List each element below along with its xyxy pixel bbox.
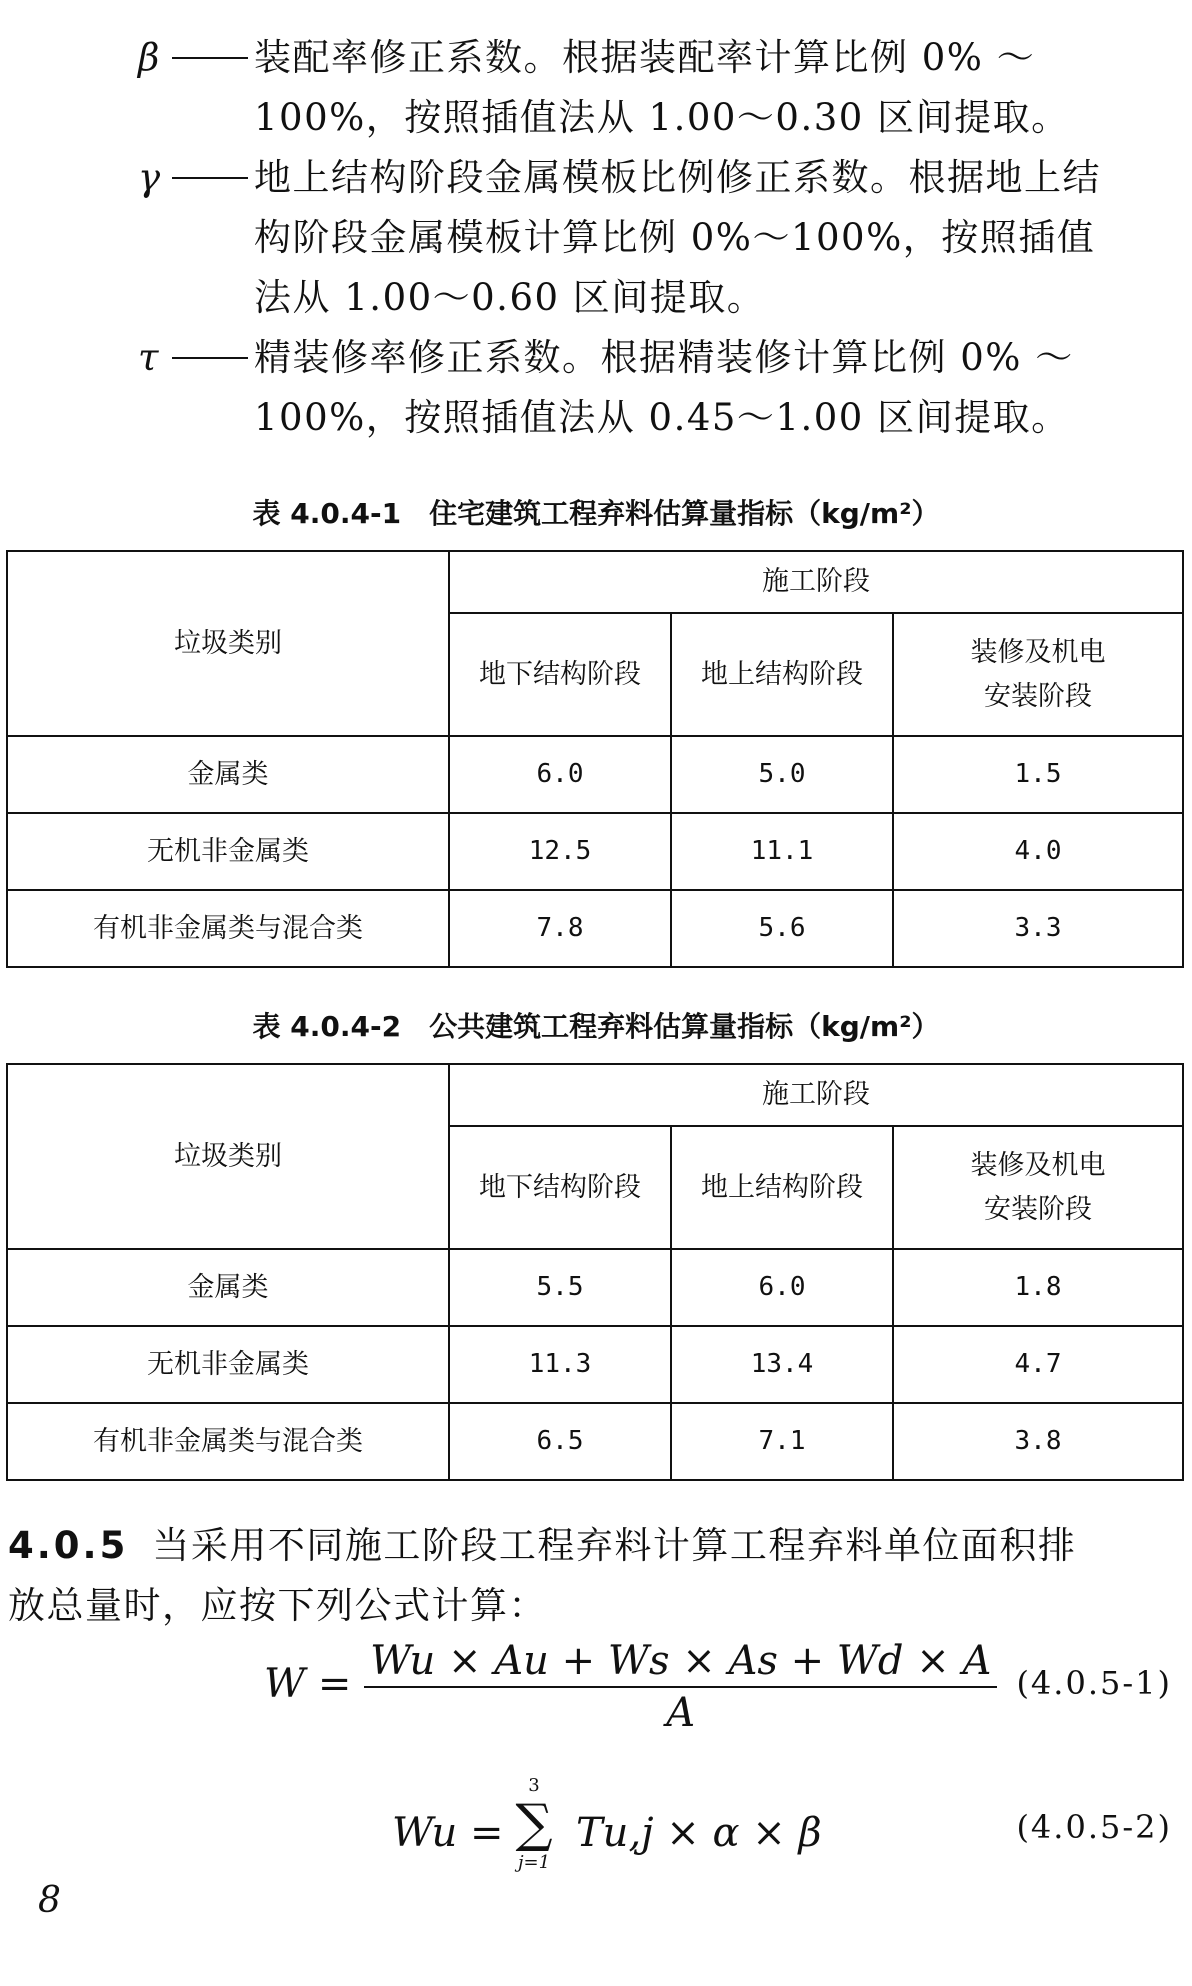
definition-beta-cont [0,88,1192,148]
header-finishing-line2: 安装阶段 [984,1193,1093,1225]
definition-symbol: γ [138,156,161,199]
row-label: 有机非金属类与混合类 [7,1403,449,1480]
page-number: 8 [38,1880,61,1921]
definition-gamma-cont2 [0,268,1192,328]
cell-value: 13.4 [671,1326,893,1403]
cell-value: 6.0 [671,1249,893,1326]
cell-value: 7.8 [449,890,671,967]
definition-symbol: τ [138,336,159,379]
formula-fraction [364,1638,997,1736]
summation-sign [504,1776,564,1874]
definition-gamma [0,148,1192,208]
cell-value: 5.5 [449,1249,671,1326]
header-finishing-line1: 装修及机电 [970,637,1106,669]
definition-gamma-cont [0,208,1192,268]
table-row [7,813,1183,890]
cell-value: 4.7 [893,1326,1183,1403]
header-finishing [893,613,1183,736]
definition-beta [0,28,1192,88]
clause-paragraph [8,1516,1184,1636]
table-row [7,736,1183,813]
definition-dash [172,57,248,59]
definition-symbol: β [138,36,160,79]
header-category: 垃圾类别 [7,551,449,736]
definition-text: 地上结构阶段金属模板比例修正系数。根据地上结 [254,156,1101,199]
row-label: 金属类 [7,736,449,813]
formula-body: Tu,j × α × β [576,1810,822,1856]
public-building-waste-table [6,1063,1184,1481]
header-aboveground: 地上结构阶段 [671,1126,893,1249]
cell-value: 6.0 [449,736,671,813]
residential-waste-table [6,550,1184,968]
table-row [7,1249,1183,1326]
definition-text: 构阶段金属模板计算比例 0%～100%，按照插值 [254,216,1096,259]
header-underground: 地下结构阶段 [449,613,671,736]
cell-value: 1.8 [893,1249,1183,1326]
clause-number: 4.0.5 [8,1524,129,1567]
header-finishing-line1: 装修及机电 [970,1150,1106,1182]
sum-lower: j=1 [517,1852,551,1873]
definition-dash [172,357,248,359]
cell-value: 3.8 [893,1403,1183,1480]
formula-2 [392,1776,912,1886]
row-label: 无机非金属类 [7,1326,449,1403]
cell-value: 11.3 [449,1326,671,1403]
header-finishing-line2: 安装阶段 [984,680,1093,712]
row-label: 无机非金属类 [7,813,449,890]
cell-value: 6.5 [449,1403,671,1480]
header-category: 垃圾类别 [7,1064,449,1249]
definition-text: 100%，按照插值法从 1.00～0.30 区间提取。 [254,96,1070,139]
table-row [7,890,1183,967]
cell-value: 7.1 [671,1403,893,1480]
cell-value: 5.0 [671,736,893,813]
table-row [7,1326,1183,1403]
equation-number: (4.0.5-2) [1016,1808,1172,1846]
formula-lhs: W = [264,1661,352,1707]
row-label: 金属类 [7,1249,449,1326]
header-underground: 地下结构阶段 [449,1126,671,1249]
sigma-icon: ∑ [515,1794,553,1854]
formula-numerator: Wu × Au + Ws × As + Wd × A [364,1638,997,1688]
equation-number: (4.0.5-1) [1016,1664,1172,1702]
table-caption: 表 4.0.4-2 公共建筑工程弃料估算量指标（kg/m²） [252,1010,940,1043]
table-row [7,1403,1183,1480]
definition-tau-cont [0,388,1192,448]
cell-value: 5.6 [671,890,893,967]
definition-text: 法从 1.00～0.60 区间提取。 [254,276,766,319]
sum-upper: 3 [528,1775,540,1796]
header-aboveground: 地上结构阶段 [671,613,893,736]
cell-value: 4.0 [893,813,1183,890]
header-stage: 施工阶段 [449,1064,1183,1126]
clause-line2: 放总量时，应按下列公式计算： [8,1584,547,1627]
cell-value: 12.5 [449,813,671,890]
table-caption: 表 4.0.4-1 住宅建筑工程弃料估算量指标（kg/m²） [252,497,940,530]
cell-value: 1.5 [893,736,1183,813]
definition-text: 精装修率修正系数。根据精装修计算比例 0% ～ [254,336,1074,379]
cell-value: 3.3 [893,890,1183,967]
formula-1 [264,1638,997,1736]
cell-value: 11.1 [671,813,893,890]
definition-text: 100%，按照插值法从 0.45～1.00 区间提取。 [254,396,1070,439]
definition-dash [172,177,248,179]
header-stage: 施工阶段 [449,551,1183,613]
definition-tau [0,328,1192,388]
clause-line1: 当采用不同施工阶段工程弃料计算工程弃料单位面积排 [152,1524,1077,1567]
formula-denominator: A [666,1690,696,1736]
definition-text: 装配率修正系数。根据装配率计算比例 0% ～ [254,36,1036,79]
row-label: 有机非金属类与混合类 [7,890,449,967]
header-finishing [893,1126,1183,1249]
formula-lhs: Wu = [392,1810,504,1856]
symbol-definitions [0,28,1192,448]
